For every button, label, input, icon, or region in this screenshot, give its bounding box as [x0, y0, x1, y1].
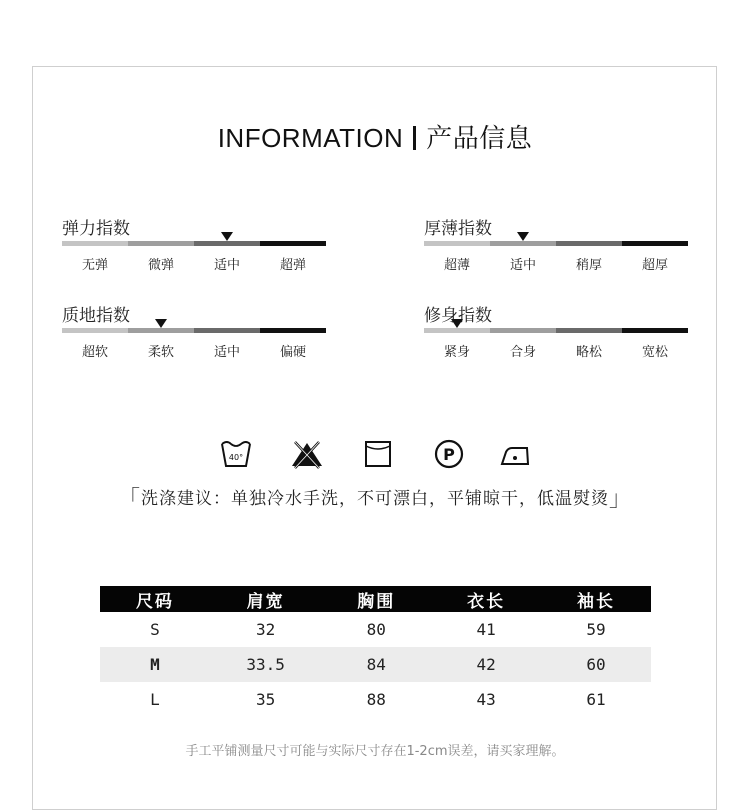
scale-ticks — [424, 341, 688, 360]
scale-segment — [260, 328, 326, 333]
scale-bar — [424, 328, 688, 333]
fit-scale — [424, 301, 688, 361]
care-icons — [0, 438, 750, 472]
scale-segment — [622, 241, 688, 246]
table-cell: 60 — [541, 647, 651, 682]
title-zh: 产品信息 — [426, 123, 533, 153]
scale-label: 质地指数 — [62, 306, 130, 326]
scale-label: 厚薄指数 — [424, 219, 492, 239]
table-cell: 33.5 — [210, 647, 321, 682]
size-table — [100, 586, 651, 717]
scale-tick: 紧身 — [443, 345, 470, 360]
scale-segment — [490, 241, 556, 246]
header-size: 尺码 — [100, 586, 210, 612]
care-instructions — [0, 482, 750, 513]
scale-tick: 宽松 — [641, 345, 668, 360]
scale-label: 修身指数 — [424, 306, 492, 326]
scale-segment — [424, 328, 490, 333]
care-text: 洗涤建议：单独冷水手洗，不可漂白，平铺晾干，低温熨烫 — [141, 489, 609, 509]
scale-tick: 超弹 — [279, 258, 306, 273]
table-cell: 32 — [255, 620, 276, 639]
scale-ticks — [424, 254, 688, 273]
scale-tick: 超厚 — [641, 258, 668, 273]
title-en: INFORMATION — [217, 123, 404, 153]
scale-bar — [62, 328, 326, 333]
table-row — [100, 612, 651, 647]
table-cell: 43 — [476, 690, 496, 709]
scale-tick: 柔软 — [147, 345, 174, 360]
measurement-note: 手工平铺测量尺寸可能与实际尺寸存在1-2cm误差，请买家理解。 — [185, 744, 565, 759]
scale-tick: 无弹 — [81, 258, 108, 273]
scale-segment — [194, 241, 260, 246]
scale-tick: 超薄 — [443, 258, 470, 273]
thickness-scale — [424, 214, 688, 274]
table-cell: 84 — [321, 647, 431, 682]
scale-marker — [221, 232, 233, 241]
header-sleeve: 袖长 — [541, 586, 651, 612]
dry-clean-letter: P — [443, 445, 455, 464]
quote-close: 」 — [609, 487, 633, 512]
scale-segment — [622, 328, 688, 333]
flat-dry-icon — [361, 438, 395, 470]
scale-segment — [128, 241, 194, 246]
scale-tick: 略松 — [575, 345, 602, 360]
scale-marker — [155, 319, 167, 328]
scale-tick: 适中 — [213, 258, 240, 273]
title-divider — [413, 126, 416, 150]
scale-tick: 偏硬 — [279, 345, 306, 360]
dry-clean-p-icon — [432, 438, 466, 470]
table-cell: 41 — [476, 620, 496, 639]
scale-label: 弹力指数 — [62, 219, 130, 239]
scale-tick: 合身 — [509, 345, 536, 360]
scale-segment — [194, 328, 260, 333]
header-shoulder: 肩宽 — [210, 586, 321, 612]
header-chest: 胸围 — [321, 586, 431, 612]
scale-segment — [62, 328, 128, 333]
scale-tick: 适中 — [213, 345, 240, 360]
page-title — [0, 118, 750, 155]
table-cell: 42 — [431, 647, 541, 682]
scale-segment — [62, 241, 128, 246]
table-cell: 80 — [366, 620, 386, 639]
scale-segment — [556, 241, 622, 246]
scale-segment — [260, 241, 326, 246]
scale-segment — [556, 328, 622, 333]
scale-tick: 稍厚 — [575, 258, 602, 273]
quote-open: 「 — [117, 487, 141, 512]
table-cell: S — [150, 620, 160, 639]
scale-bar — [424, 241, 688, 246]
table-cell: 35 — [255, 690, 276, 709]
no-bleach-icon — [290, 438, 324, 470]
table-cell: 61 — [586, 690, 606, 709]
table-row — [100, 647, 651, 682]
scale-segment — [128, 328, 194, 333]
scale-segment — [424, 241, 490, 246]
table-row — [100, 682, 651, 717]
header-length: 衣长 — [431, 586, 541, 612]
elasticity-scale — [62, 214, 326, 274]
scale-tick: 适中 — [509, 258, 536, 273]
iron-low-icon — [498, 438, 532, 470]
table-cell: 59 — [586, 620, 606, 639]
scale-marker — [517, 232, 529, 241]
scale-marker — [451, 319, 463, 328]
table-header-row — [100, 586, 651, 612]
scale-tick: 超软 — [81, 345, 108, 360]
scale-segment — [490, 328, 556, 333]
table-cell: M — [100, 647, 210, 682]
wash-40-icon — [219, 438, 253, 470]
scale-tick: 微弹 — [147, 258, 174, 273]
scale-ticks — [62, 254, 326, 273]
scale-bar — [62, 241, 326, 246]
table-cell: 88 — [366, 690, 386, 709]
texture-scale — [62, 301, 326, 361]
wash-temp: 40° — [228, 453, 244, 462]
table-cell: L — [150, 690, 160, 709]
scale-ticks — [62, 341, 326, 360]
